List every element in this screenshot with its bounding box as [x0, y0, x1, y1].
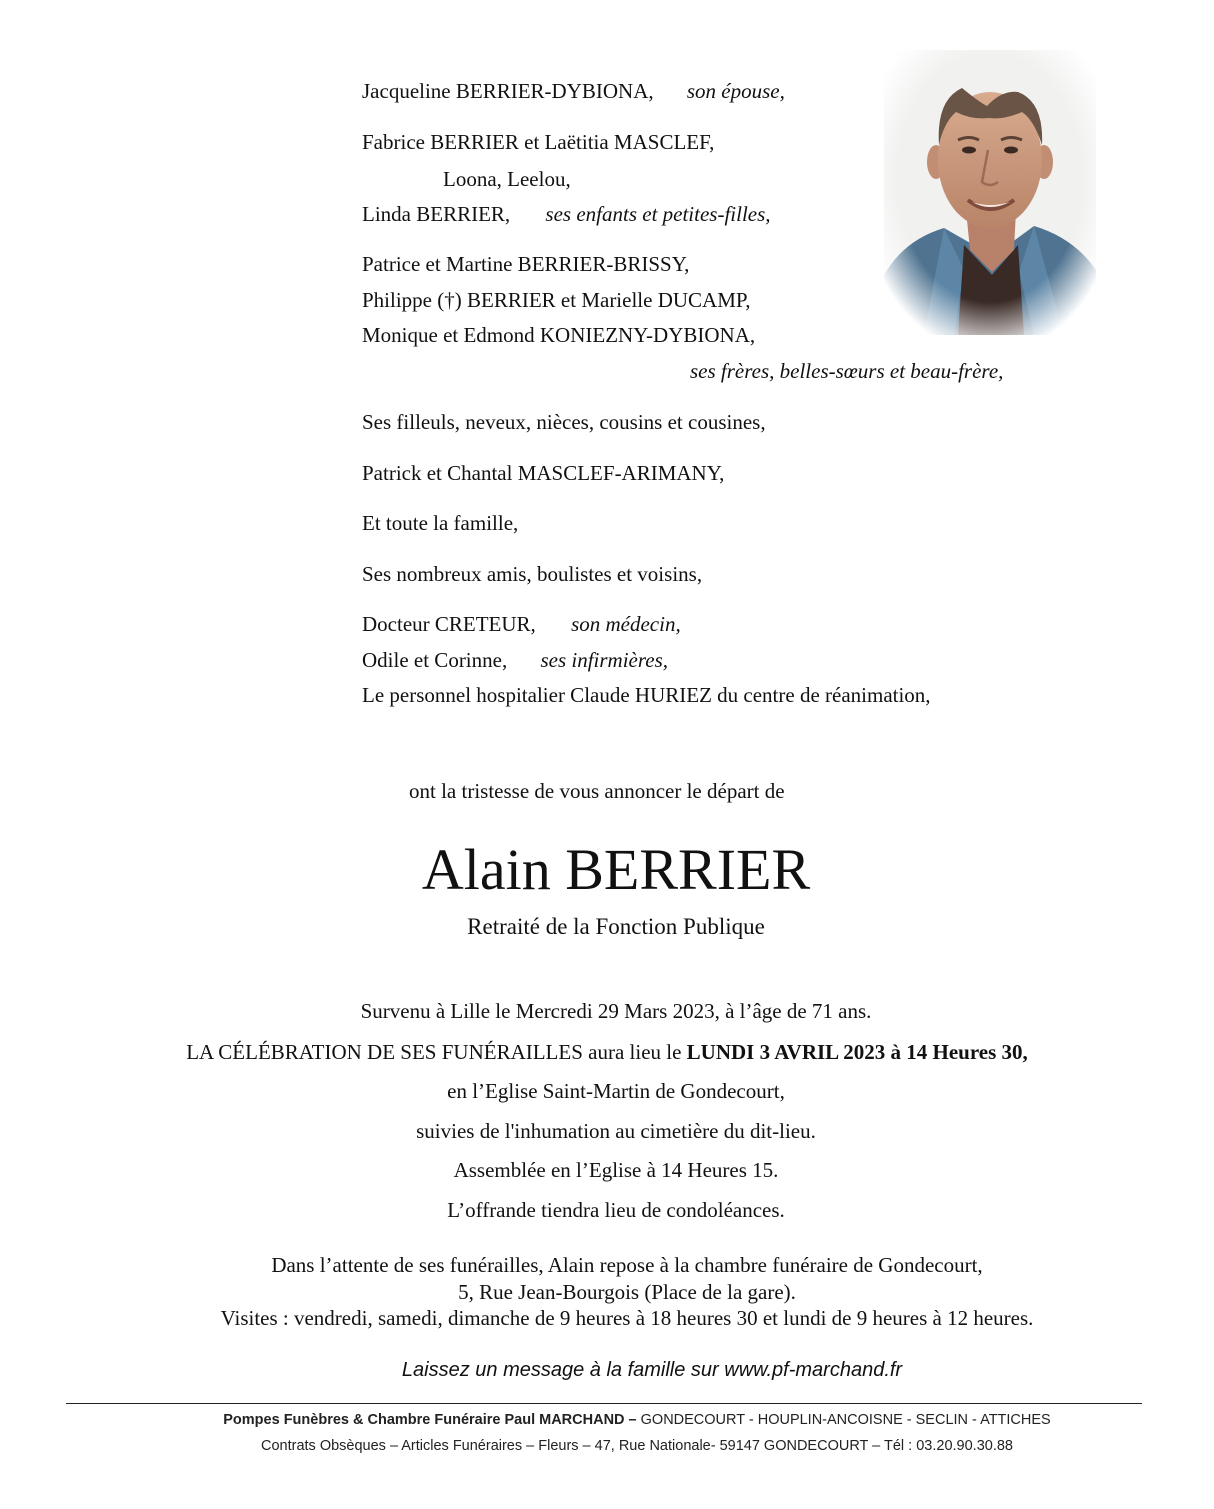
children-role: ses enfants et petites-filles, — [545, 202, 771, 226]
survenu-text: Survenu à Lille le Mercredi 29 Mars 2023, à l’âge de 71 ans. — [360, 999, 872, 1023]
family-line-6: Philippe (†) BERRIER et Marielle DUCAMP, — [362, 288, 751, 312]
nurses-role: ses infirmières, — [540, 648, 669, 672]
portrait-photo — [884, 50, 1096, 335]
family-line-3: Loona, Leelou, — [443, 167, 571, 191]
family-line-spouse — [362, 78, 785, 104]
nurses-name: Odile et Corinne, — [362, 648, 508, 672]
deceased-name: Alain BERRIER — [421, 837, 811, 902]
address-text: 5, Rue Jean-Bourgois (Place de la gare). — [458, 1280, 796, 1304]
family-line-15: Le personnel hospitalier Claude HURIEZ du centre de réanimation, — [362, 683, 931, 707]
assembly-text: Assemblée en l’Eglise à 14 Heures 15. — [453, 1158, 779, 1182]
burial-text: suivies de l'inhumation au cimetière du dit-lieu. — [416, 1119, 816, 1143]
spouse-role: son épouse, — [686, 79, 785, 103]
footer-locations: GONDECOURT - HOUPLIN-ANCOISNE - SECLIN - ATTICHES — [640, 1412, 1051, 1428]
celebration-intro: LA CÉLÉBRATION DE SES FUNÉRAILLES aura lieu le — [186, 1040, 687, 1064]
family-line-2: Fabrice BERRIER et Laëtitia MASCLEF, — [362, 130, 715, 154]
funeral-home-text: Dans l’attente de ses funérailles, Alain repose à la chambre funéraire de Gondecourt, — [271, 1253, 983, 1277]
footer-line-1 — [0, 1412, 1214, 1428]
footer-line-2: Contrats Obsèques – Articles Funéraires – Fleurs – 47, Rue Nationale- 59147 GONDECOURT – Tél : 03.20.90.30.88 — [261, 1438, 1013, 1454]
celebration-date: LUNDI 3 AVRIL 2023 à 14 Heures 30, — [686, 1040, 1028, 1064]
church-text: en l’Eglise Saint-Martin de Gondecourt, — [447, 1079, 785, 1103]
doctor-name: Docteur CRETEUR, — [362, 612, 536, 636]
siblings-role: ses frères, belles-sœurs et beau-frère, — [690, 359, 1004, 383]
family-line-doctor — [362, 611, 681, 637]
offering-text: L’offrande tiendra lieu de condoléances. — [447, 1198, 785, 1222]
family-line-12: Ses nombreux amis, boulistes et voisins, — [362, 562, 703, 586]
portrait-image — [884, 50, 1096, 335]
footer-company: Pompes Funèbres & Chambre Funéraire Paul MARCHAND – — [223, 1412, 641, 1428]
family-line-9: Ses filleuls, neveux, nièces, cousins et cousines, — [362, 410, 766, 434]
family-line-children — [362, 201, 771, 227]
children-name: Linda BERRIER, — [362, 202, 511, 226]
deceased-subtitle: Retraité de la Fonction Publique — [467, 914, 765, 939]
visits-text: Visites : vendredi, samedi, dimanche de 9 heures à 18 heures 30 et lundi de 9 heures à 12 heures. — [220, 1306, 1034, 1330]
spouse-name: Jacqueline BERRIER-DYBIONA, — [362, 79, 654, 103]
celebration-text — [0, 1039, 1214, 1065]
message-link-text[interactable]: Laissez un message à la famille sur www.pf-marchand.fr — [401, 1359, 903, 1381]
family-line-10: Patrick et Chantal MASCLEF-ARIMANY, — [362, 461, 725, 485]
footer-divider — [66, 1403, 1142, 1404]
family-line-5: Patrice et Martine BERRIER-BRISSY, — [362, 252, 690, 276]
announce-text: ont la tristesse de vous annoncer le départ de — [409, 779, 785, 803]
family-line-11: Et toute la famille, — [362, 511, 519, 535]
family-line-nurses — [362, 647, 668, 673]
doctor-role: son médecin, — [571, 612, 681, 636]
family-line-7: Monique et Edmond KONIEZNY-DYBIONA, — [362, 323, 756, 347]
